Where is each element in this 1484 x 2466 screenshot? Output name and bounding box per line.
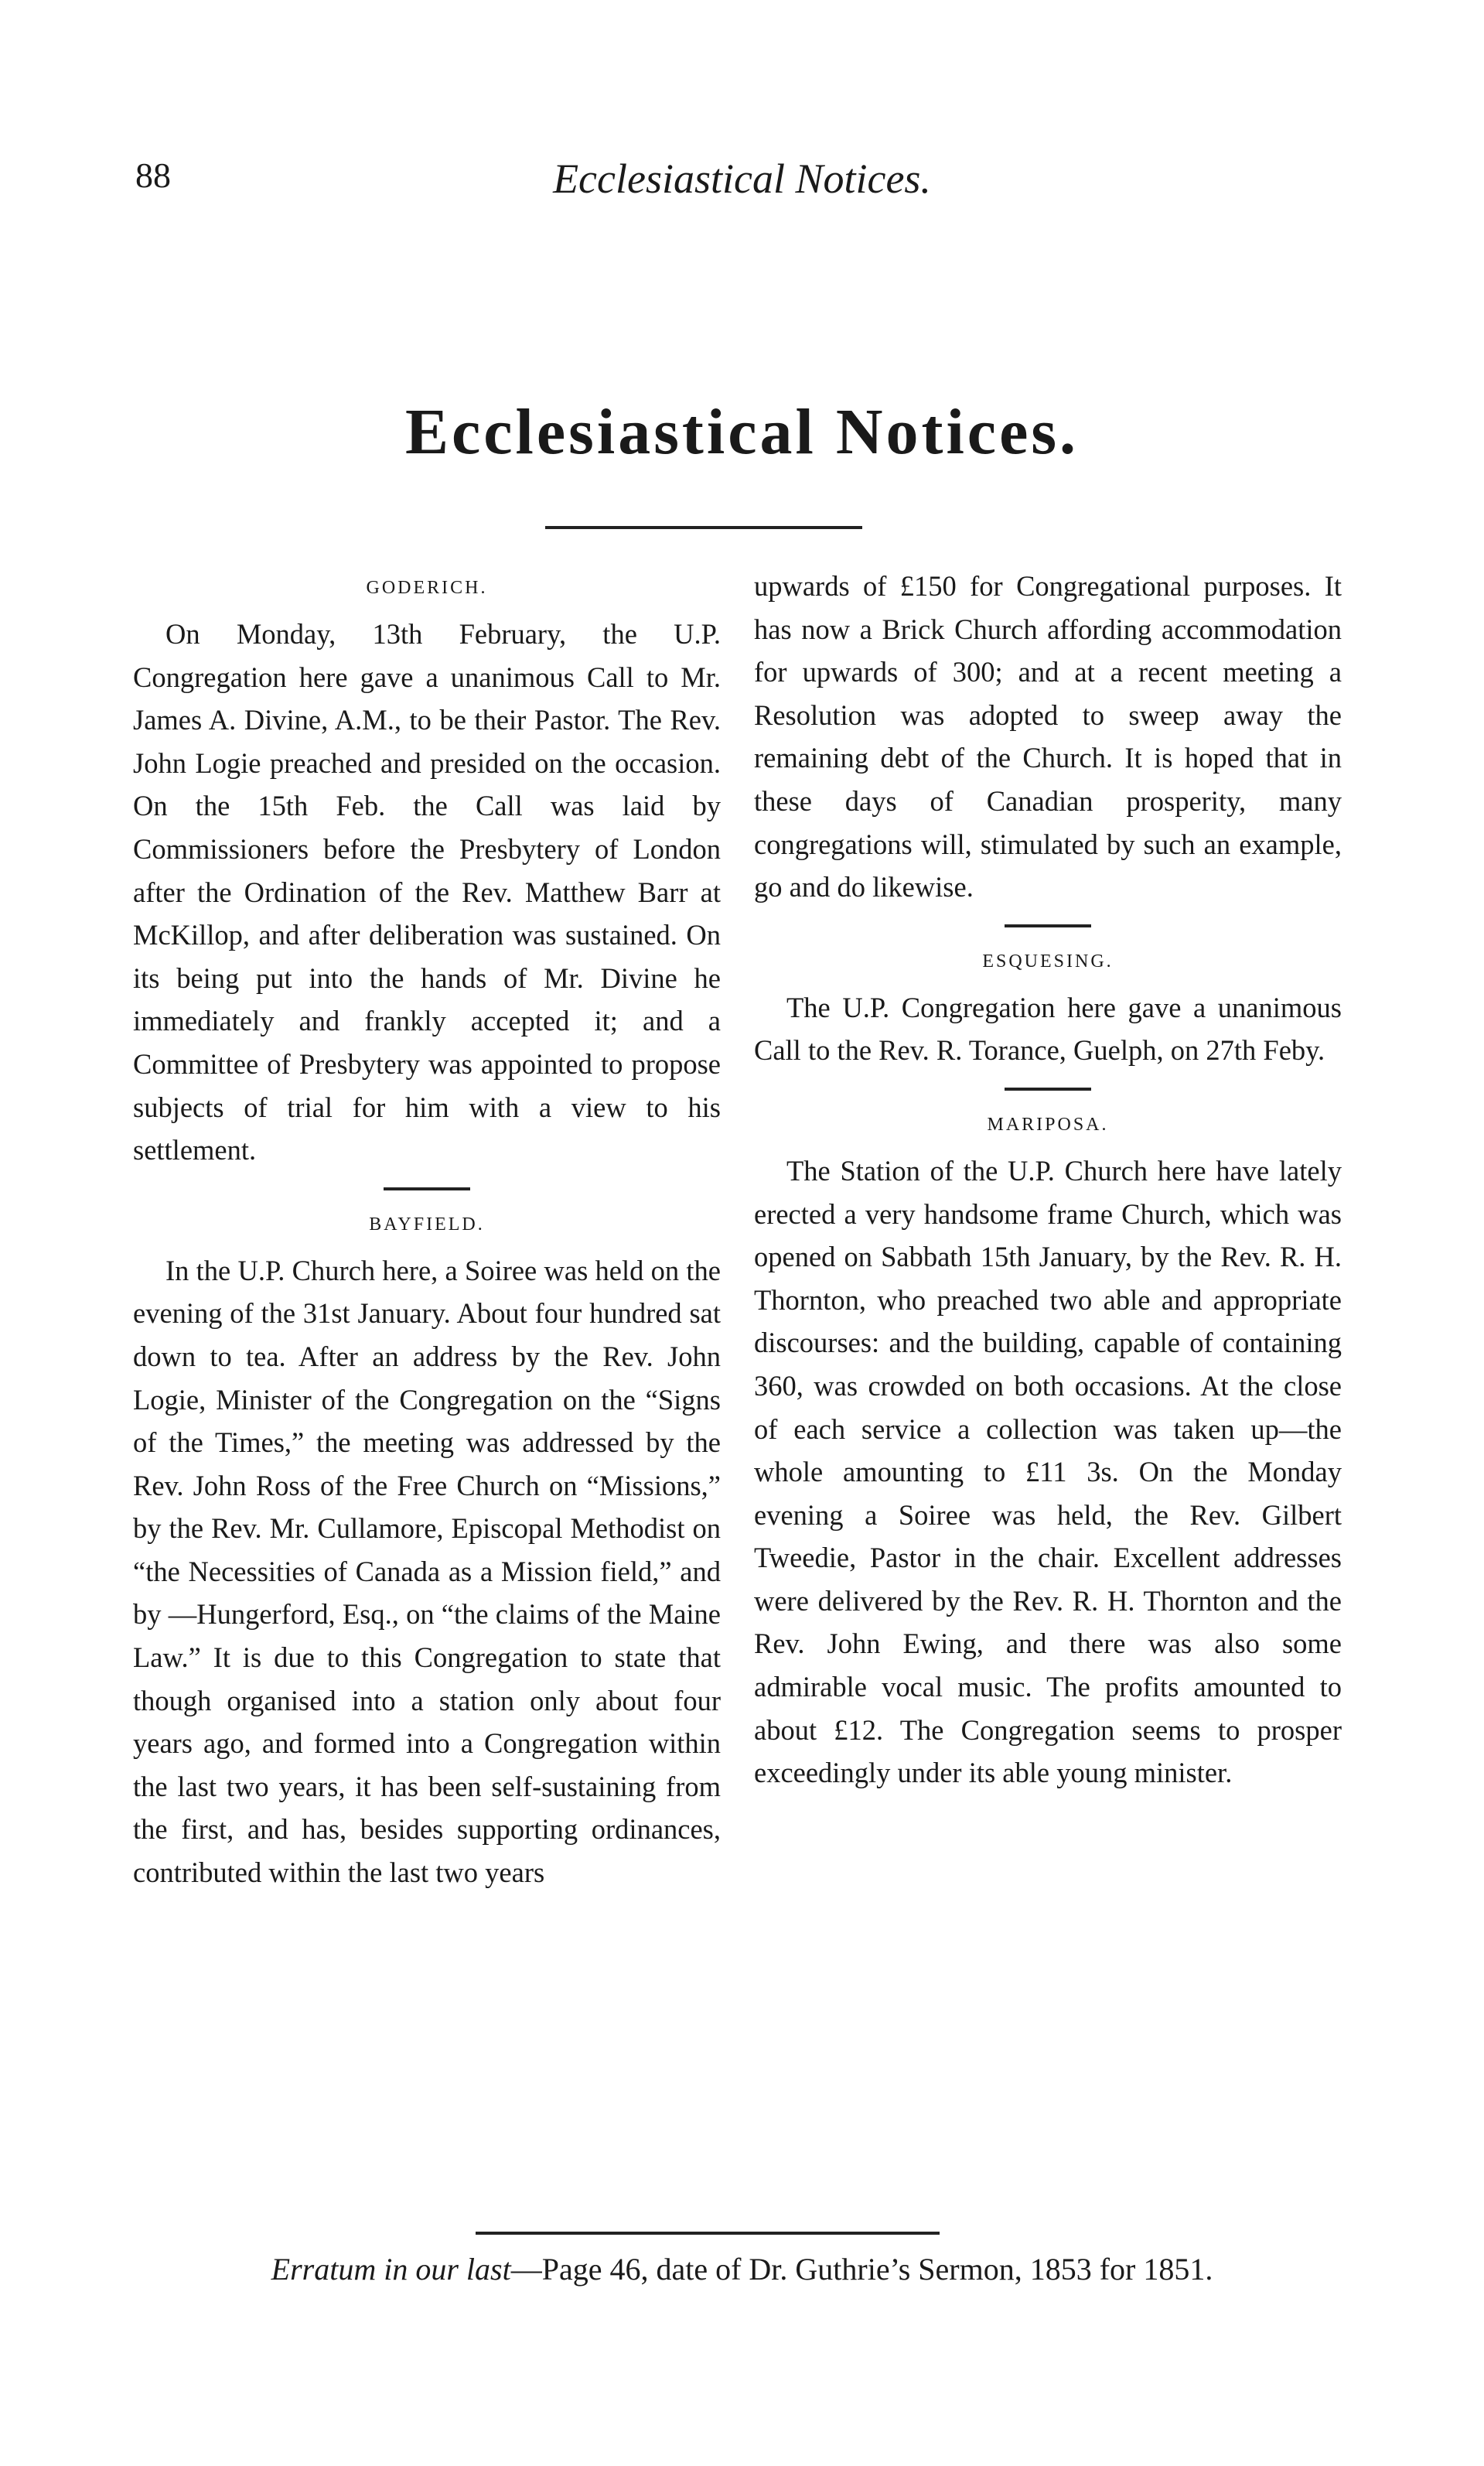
erratum-label: Erratum in our last — [271, 2252, 511, 2287]
erratum-note — [0, 2251, 1484, 2287]
section-body-goderich: On Monday, 13th February, the U.P. Congregation here gave a unanimous Call to Mr. James A. Divine, A.M., to be their Pastor. The Rev. John Logie preached and presided on the occasion. On the 15th Feb. the Call was laid by Commissioners before the Presbytery of London after the Ordination of the Rev. Matthew Barr at McKillop, and after deliberation was sustained. On its being put into the hands of Mr. Divine he immediately and frankly accepted it; and a Committee of Presbytery was appointed to propose subjects of trial for him with a view to his settlement. — [133, 618, 721, 1166]
right-column — [754, 565, 1342, 1795]
running-head: Ecclesiastical Notices. — [553, 155, 931, 202]
section-heading-goderich: GODERICH. — [366, 578, 488, 598]
left-column — [133, 565, 721, 1894]
section-heading-bayfield: BAYFIELD. — [369, 1214, 485, 1235]
section-divider — [1005, 1088, 1091, 1091]
erratum-text: —Page 46, date of Dr. Guthrie’s Sermon, 1853 for 1851. — [510, 2252, 1213, 2287]
bottom-divider — [476, 2232, 940, 2235]
section-heading-mariposa: MARIPOSA. — [987, 1114, 1109, 1135]
section-heading-esquesing: ESQUESING. — [982, 951, 1114, 972]
section-body-bayfield: In the U.P. Church here, a Soiree was held on the evening of the 31st January. About four hundred sat down to tea. After an address by the Rev. John Logie, Minister of the Congregation on the “Signs of the Times,” the meeting was addressed by the Rev. John Ross of the Free Church on “Missions,” by the Rev. Mr. Cullamore, Episcopal Methodist on “the Necessities of Canada as a Mission field,” and by —Hungerford, Esq., on “the claims of the Maine Law.” It is due to this Congregation to state that though organised into a station only about four years ago, and formed into a Congregation within the last two years, it has been self-sustaining from the first, and has, besides supporting ordinances, contributed within the last two years — [133, 1254, 721, 1889]
page-number: 88 — [135, 155, 171, 195]
section-divider — [1005, 924, 1091, 927]
title-divider — [545, 526, 862, 529]
section-body-mariposa: The Station of the U.P. Church here have lately erected a very handsome frame Church, which was opened on Sabbath 15th January, by the Rev. R. H. Thornton, who preached two able and appropriate discourses: and the building, capable of containing 360, was crowded on both occasions. At the close of each service a collection was taken up—the whole amounting to £11 3s. On the Monday evening a Soiree was held, the Rev. Gilbert Tweedie, Pastor in the chair. Excellent addresses were delivered by the Rev. R. H. Thornton and the Rev. John Ewing, and there was also some admirable vocal music. The profits amounted to about £12. The Congregation seems to prosper exceedingly under its able young minister. — [754, 1154, 1342, 1789]
page-title: Ecclesiastical Notices. — [404, 396, 1080, 468]
section-divider — [384, 1187, 470, 1190]
section-body-esquesing: The U.P. Congregation here gave a unanimous Call to the Rev. R. Torance, Guelph, on 27th Feby. — [754, 991, 1342, 1067]
section-body-bayfield-continued: upwards of £150 for Congregational purposes. It has now a Brick Church affording accommodation for upwards of 300; and at a recent meeting a Resolution was adopted to sweep away the remaining debt of the Church. It is hoped that in these days of Canadian prosperity, many congregations will, stimulated by such an example, go and do likewise. — [754, 570, 1342, 903]
